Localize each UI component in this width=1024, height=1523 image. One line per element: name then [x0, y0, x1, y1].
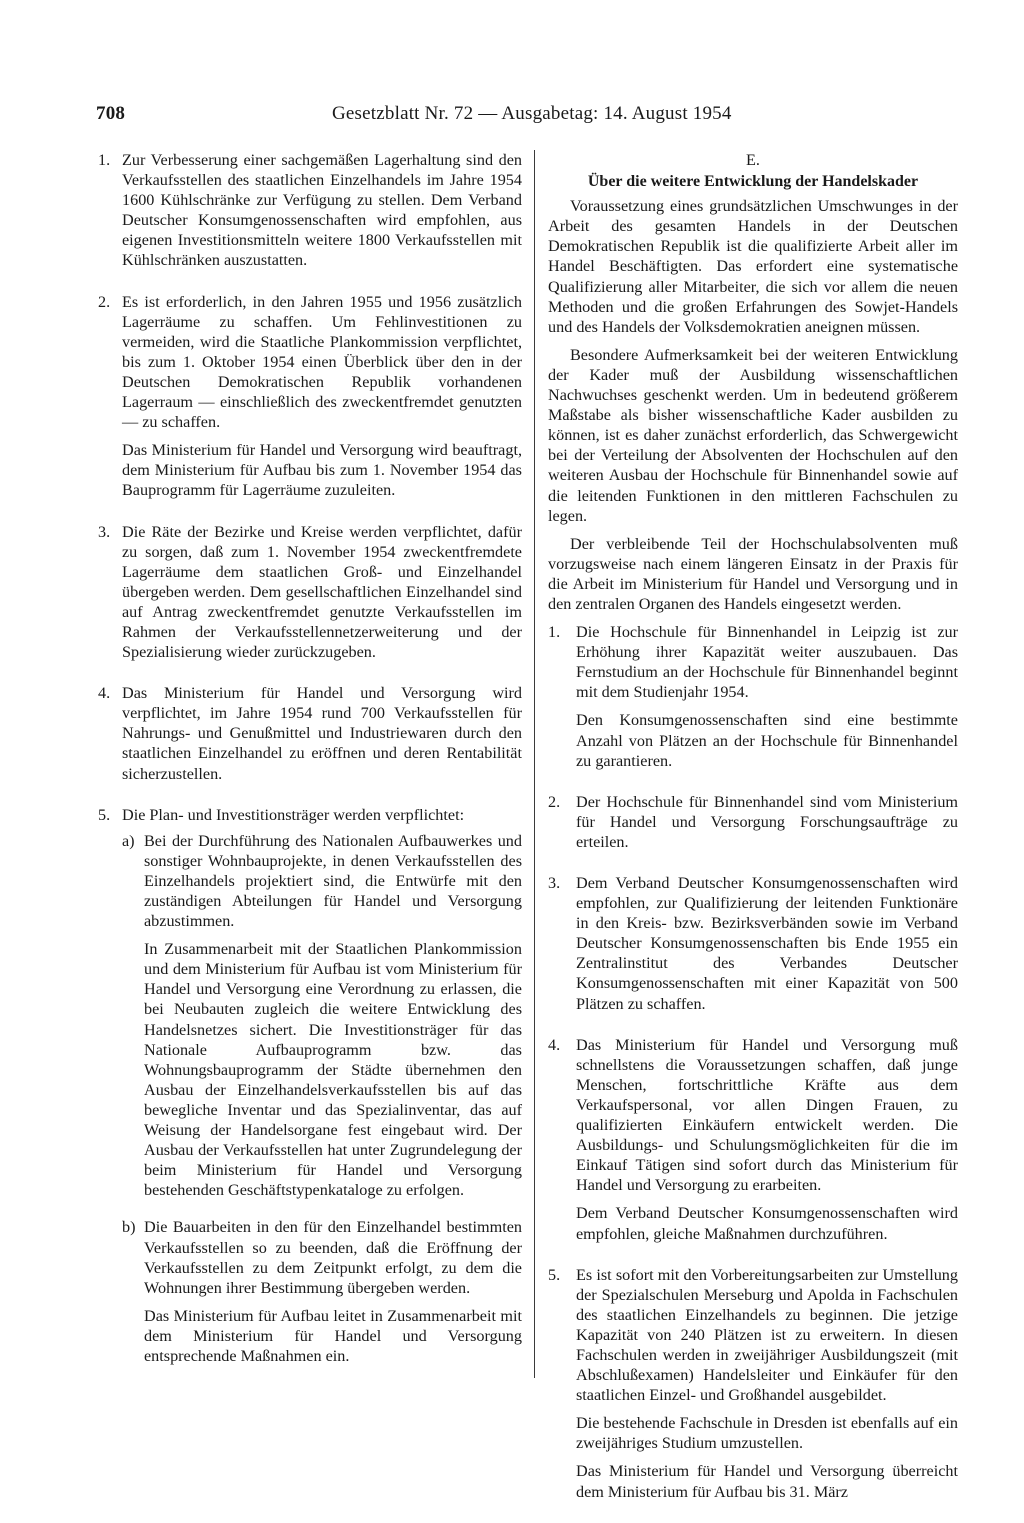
- list-item: [98, 805, 522, 1383]
- paragraph: Der verbleibende Teil der Hochschulabsolventen muß vorzugsweise nach einem längeren Einsatz in der Praxis für die Arbeit im Ministerium für Handel und Versorgung und in den zentralen Organen des Handels eingesetzt werden.: [548, 534, 958, 613]
- list-item: [548, 792, 958, 860]
- paragraph: In Zusammenarbeit mit der Staatlichen Plankommission und dem Ministerium für Aufbau ist vom Ministerium für Handel und Versorgung eine Verordnung zu erlassen, die bei Neubauten zugleich die weitere Entwicklung des Handelsnetzes sichert. Die Investitionsträger für das Nationale Aufbauprogramm bzw. das Wohnungsbauprogramm der Städte übernehmen den Ausbau der Einzelhandelsverkaufsstellen bis auf das bewegliche Inventar und das Spezialinventar, das auf Weisung der Handelsorgane fest eingebaut wird. Der Ausbau der Verkaufsstellen hat unter Zugrundelegung der beim Ministerium für Handel und Versorgung bestehenden Geschäftstypenkataloge zu erfolgen.: [144, 940, 522, 1200]
- running-title: Gesetzblatt Nr. 72 — Ausgabetag: 14. August 1954: [332, 103, 732, 124]
- list-item: [548, 1035, 958, 1252]
- paragraph: Bei der Durchführung des Nationalen Aufbauwerkes und sonstiger Wohnbauprojekte, in denen Verkaufsstellen des Einzelhandels projektiert sind, die Entwürfe mit den zuständigen Abteilungen für Handel und Versorgung abzustimmen.: [144, 831, 522, 931]
- paragraph: Das Ministerium für Handel und Versorgung wird verpflichtet, im Jahre 1954 rund 700 Verkaufsstellen für Nahrungs- und Genußmittel und Industriewaren durch den staatlichen Einzelhandel zu eröffnen und deren Rentabilität sicherzustellen.: [122, 684, 522, 783]
- paragraph: Es ist sofort mit den Vorbereitungsarbeiten zur Umstellung der Spezialschulen Merseburg und Apolda in Fachschulen des staatlichen Einzelhandels zu beginnen. Die jetzige Kapazität von 240 Plätzen ist zu erweitern. In diesen Fachschulen werden in zweijähriger Ausbildungszeit (mit Abschlußexamen) Handelsleiter und Einkäufer für den staatlichen Einzel- und Großhandel ausgebildet.: [576, 1265, 958, 1405]
- right-column: [548, 150, 958, 1523]
- item-number: 1.: [98, 151, 111, 169]
- sub-item-label: b): [122, 1218, 136, 1237]
- paragraph: Das Ministerium für Handel und Versorgung wird beauftragt, dem Ministerium für Aufbau bis zum 1. November 1954 das Bauprogramm für Lagerräume zuzuleiten.: [122, 441, 522, 500]
- paragraph: Den Konsumgenossenschaften sind eine bestimmte Anzahl von Plätzen an der Hochschule für Binnenhandel zu garantieren.: [576, 711, 958, 770]
- list-item: [98, 522, 522, 671]
- paragraph: Dem Verband Deutscher Konsumgenossenschaften wird empfohlen, gleiche Maßnahmen durchzuführen.: [576, 1204, 958, 1243]
- paragraph: Es ist erforderlich, in den Jahren 1955 und 1956 zusätzlich Lagerräume zu schaffen. Um Fehlinvestitionen zu vermeiden, wird die Staatliche Plankommission verpflichtet, bis zum 1. Oktober 1954 einen Überblick über den in der Deutschen Demokratischen Republik vorhandenen Lagerraum — einschließlich des zweckentfremdet genutzten — zu schaffen.: [122, 292, 522, 432]
- paragraph: Die Plan- und Investitionsträger werden verpflichtet:: [122, 805, 465, 824]
- item-number: 4.: [98, 684, 111, 703]
- list-item: [98, 683, 522, 791]
- item-number: 3.: [98, 522, 111, 541]
- list-item: [98, 292, 522, 509]
- list-item: [548, 622, 958, 779]
- paragraph: Das Ministerium für Aufbau leitet in Zusammenarbeit mit dem Ministerium für Handel und Versorgung entsprechende Maßnahmen ein.: [144, 1306, 522, 1365]
- paragraph: Das Ministerium für Handel und Versorgung überreicht dem Ministerium für Aufbau bis 31. März: [576, 1462, 958, 1501]
- paragraph: Zur Verbesserung einer sachgemäßen Lagerhaltung sind den Verkaufsstellen des staatlichen Einzelhandels im Jahre 1954 1600 Kühlschränke zur Verfügung zu stellen. Dem Verband Deutscher Konsumgenossenschaften wird empfohlen, aus eigenen Investitionsmitteln weitere 1800 Verkaufsstellen mit Kühlschränken auszustatten.: [122, 151, 522, 270]
- section-title: Über die weitere Entwicklung der Handelskader: [587, 173, 919, 191]
- paragraph: Die Hochschule für Binnenhandel in Leipzig ist zur Erhöhung ihrer Kapazität weiter auszubauen. Das Fernstudium an der Hochschule für Binnenhandel beginnt mit dem Studienjahr 1954.: [576, 623, 958, 702]
- sub-item-label: a): [122, 831, 135, 850]
- paragraph: Die bestehende Fachschule in Dresden ist ebenfalls auf ein zweijähriges Studium umzustellen.: [576, 1414, 958, 1453]
- paragraph: Besondere Aufmerksamkeit bei der weiteren Entwicklung der Kader muß der Ausbildung wissenschaftlichen Nachwuchses geschenkt werden. Um in bedeutend größerem Maßstabe als bisher wissenschaftliche Kader ausbilden zu können, ist es daher zunächst erforderlich, das Schwergewicht bei der Verteilung der Absolventen der Hochschulen auf den weiteren Ausbau der Hochschule für Binnenhandel sowie auf die leitenden Funktionen in den mittleren Fachschulen zu legen.: [548, 345, 958, 525]
- list-item: [548, 1265, 958, 1510]
- list-item: [98, 150, 522, 279]
- item-number: 1.: [548, 623, 561, 642]
- sub-item: [122, 1217, 522, 1374]
- column-divider: [534, 150, 535, 1378]
- item-number: 2.: [548, 792, 561, 811]
- item-number: 4.: [548, 1035, 561, 1054]
- paragraph: Die Räte der Bezirke und Kreise werden verpflichtet, dafür zu sorgen, daß zum 1. November 1954 zweckentfremdete Lagerräume dem staatlichen Groß- und Einzelhandel übergeben werden. Dem gesellschaftlichen Einzelhandel sind auf Antrag zweckentfremdet genutzte Verkaufsstellen im Rahmen der Verkaufsstellennetzerweiterung und der Spezialisierung wieder zurückzugeben.: [122, 522, 522, 662]
- item-number: 5.: [98, 805, 111, 824]
- list-item: [548, 873, 958, 1022]
- page-number: 708: [96, 103, 126, 124]
- item-number: 3.: [548, 874, 561, 892]
- left-column: [98, 150, 522, 1396]
- paragraph: Dem Verband Deutscher Konsumgenossenschaften wird empfohlen, zur Qualifizierung der leitenden Funktionäre in den Kreis- bzw. Bezirksverbänden sowie im Verband Deutscher Konsumgenossenschaften bis Ende 1955 ein Zentralinstitut des Verbandes Deutscher Konsumgenossenschaften mit einer Kapazität von 500 Plätzen zu schaffen.: [576, 874, 958, 1013]
- paragraph: Die Bauarbeiten in den für den Einzelhandel bestimmten Verkaufsstellen so zu beenden, daß die Eröffnung der Verkaufsstellen zu dem Zeitpunkt erfolgt, zu dem die Wohnungen ihrer Bestimmung übergeben werden.: [144, 1218, 522, 1297]
- section-letter: E.: [746, 151, 760, 169]
- item-number: 5.: [548, 1265, 561, 1284]
- paragraph: Das Ministerium für Handel und Versorgung muß schnellstens die Voraussetzungen schaffen, daß junge Menschen, fortschrittliche Kräfte aus dem Verkaufspersonal, vor allen Dingen Frauen, zu qualifizierten Einkäufern entwickelt werden. Die Ausbildungs- und Schulungsmöglichkeiten für die im Einkauf Tätigen sind sofort durch das Ministerium für Handel und Versorgung zu erarbeiten.: [576, 1035, 958, 1195]
- paragraph: Voraussetzung eines grundsätzlichen Umschwunges in der Arbeit des gesamten Handels in der Deutschen Demokratischen Republik ist die qualifizierte Arbeit aller im Handel Beschäftigten. Das erfordert eine systematische Qualifizierung aller Mitarbeiter, die sich vor allem die neuen Methoden und die großen Erfahrungen des Sowjet-Handels und des Handels der Volksdemokratien aneignen müssen.: [548, 197, 958, 336]
- paragraph: Der Hochschule für Binnenhandel sind vom Ministerium für Handel und Versorgung Forschungsaufträge zu erteilen.: [576, 792, 958, 851]
- sub-item: [122, 831, 522, 1209]
- item-number: 2.: [98, 292, 111, 311]
- page-header: [96, 103, 958, 133]
